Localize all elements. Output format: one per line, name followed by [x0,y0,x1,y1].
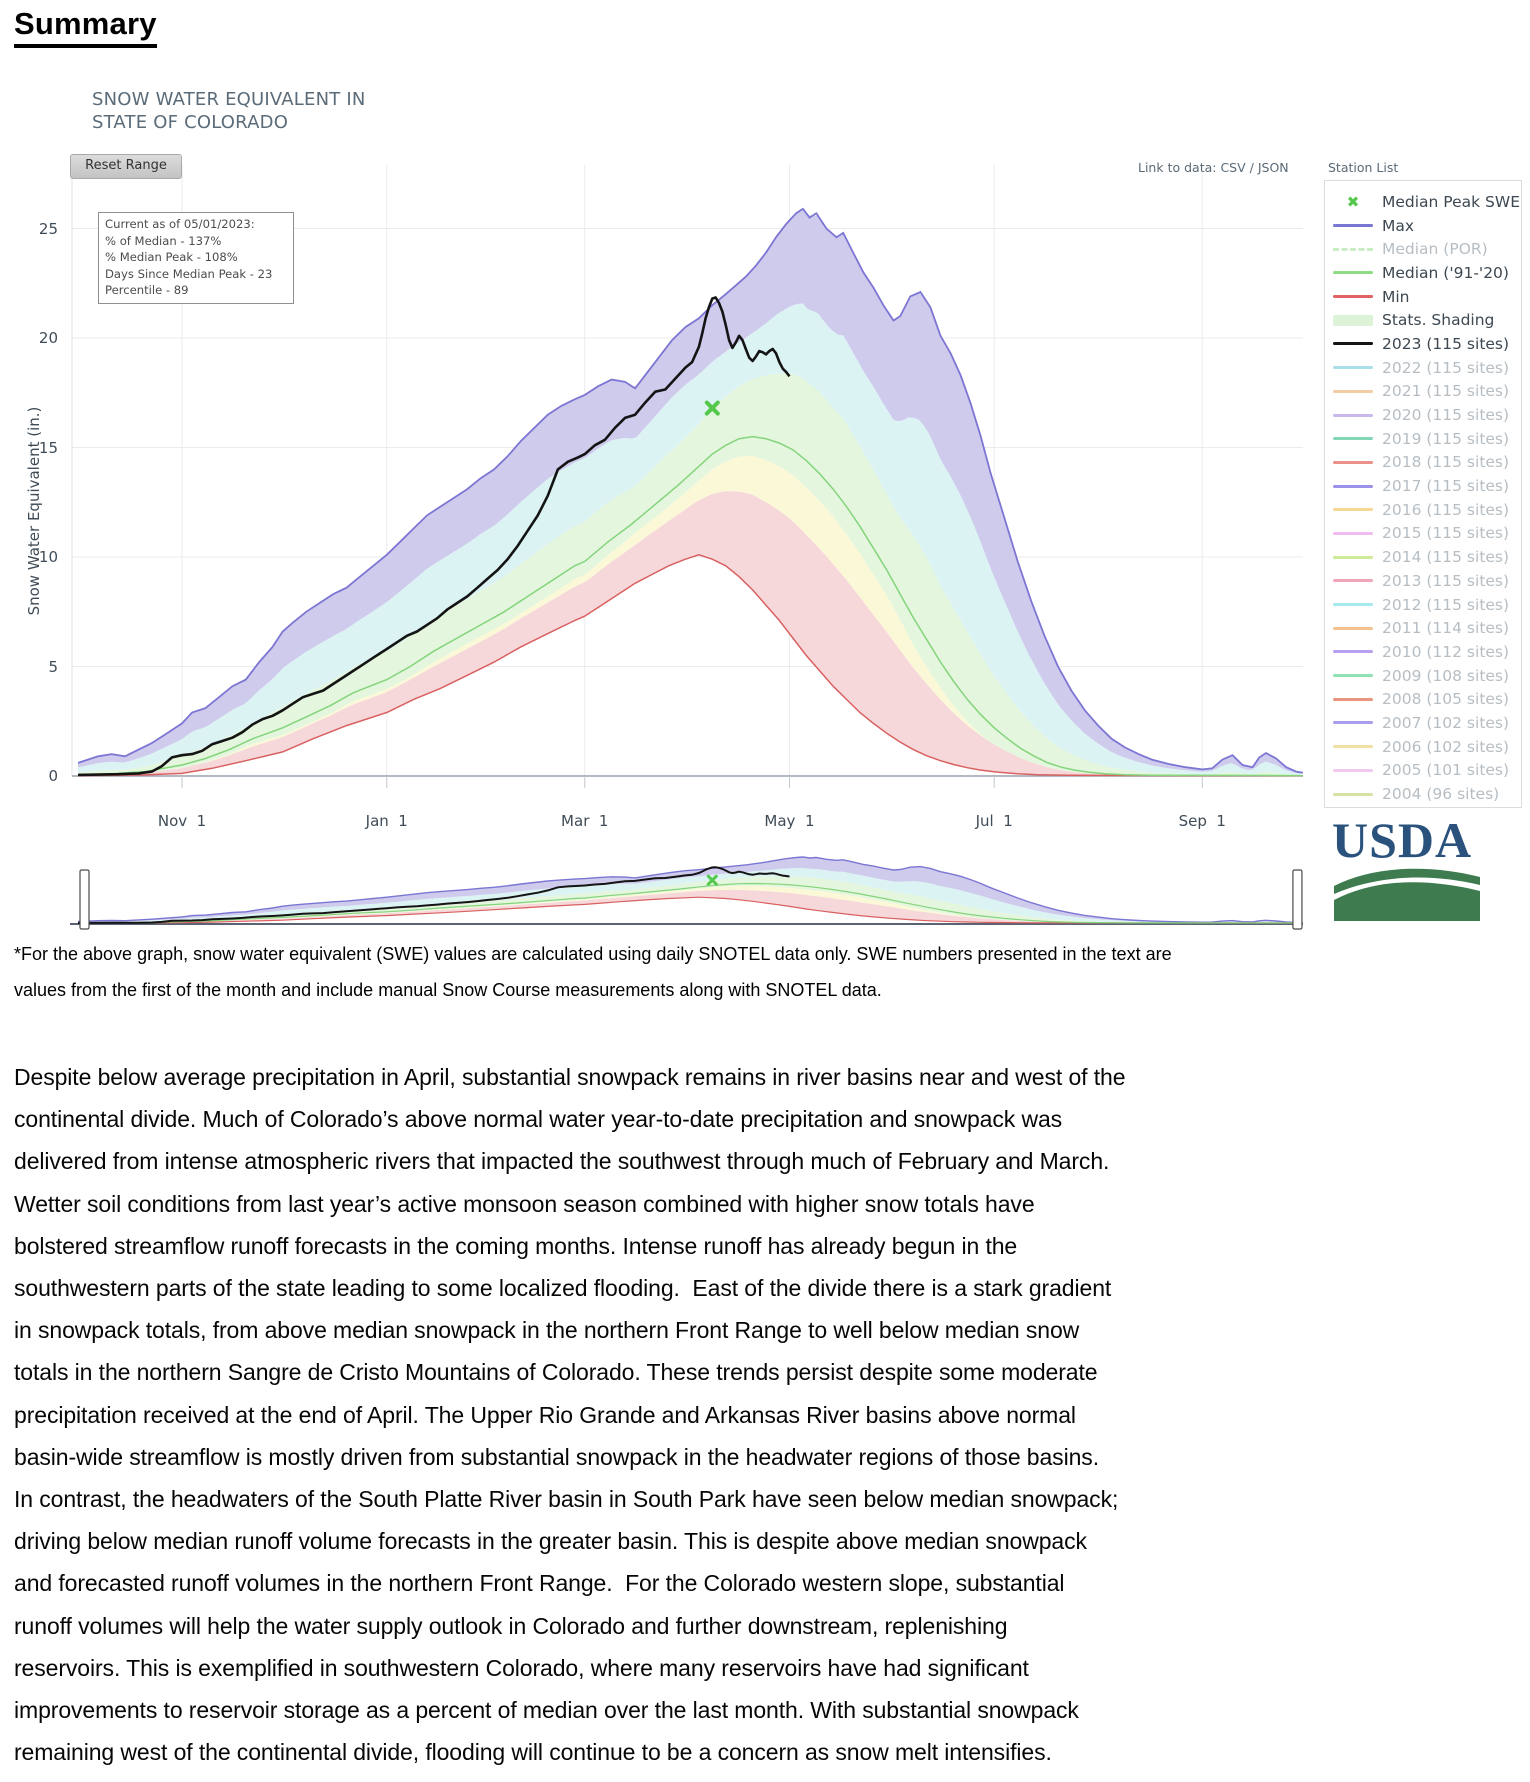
legend-item-label: 2022 (115 sites) [1382,358,1510,377]
legend-swatch-icon [1333,769,1373,772]
legend-item-2011-114-sites-[interactable] [1325,616,1521,640]
body-line: basin-wide streamflow is mostly driven from substantial snowpack in the headwater regions of those basins. [14,1443,1099,1470]
legend-swatch-icon [1333,366,1373,369]
legend-swatch-icon [1333,556,1373,559]
legend-swatch-icon [1333,674,1373,677]
y-axis-title: Snow Water Equivalent (in.) [25,406,43,616]
legend-swatch-icon [1333,508,1373,511]
body-line: bolstered streamflow runoff forecasts in the coming months. Intense runoff has already begun in the [14,1232,1018,1259]
legend-item-label: 2013 (115 sites) [1382,571,1510,590]
range-handle-right[interactable] [1293,870,1302,929]
legend-swatch-icon [1333,248,1373,251]
legend-item-2009-108-sites-[interactable] [1325,664,1521,688]
usda-logo [1332,812,1482,927]
y-tick-label: 5 [48,657,58,676]
y-tick-label: 0 [48,767,58,785]
legend-item-label: Median ('91-'20) [1382,263,1509,282]
legend-item-2019-115-sites-[interactable] [1325,427,1521,451]
legend-item-label: Max [1382,216,1415,235]
tooltip-line: Current as of 05/01/2023: [105,217,255,231]
reset-range-button[interactable]: Reset Range [70,154,182,179]
legend-swatch-icon [1333,698,1373,701]
body-line: in snowpack totals, from above median snowpack in the northern Front Range to well below median snow [14,1317,1080,1344]
legend-swatch-icon [1333,721,1373,724]
legend-swatch-icon [1333,603,1373,606]
body-line: delivered from intense atmospheric rivers that impacted the southwest through much of February and March. [14,1148,1110,1175]
legend-item-label: 2008 (105 sites) [1382,690,1510,709]
body-line: improvements to reservoir storage as a percent of median over the last month. With substantial snowpack [14,1697,1079,1724]
legend-item-label: 2005 (101 sites) [1382,761,1510,780]
legend-item-label: 2012 (115 sites) [1382,595,1510,614]
legend-item-label: 2004 (96 sites) [1382,785,1500,804]
legend-item-2021-115-sites-[interactable] [1325,380,1521,404]
median-peak-x-icon: ✖ [1346,192,1360,211]
legend-item-label: 2018 (115 sites) [1382,453,1510,472]
legend-swatch-icon [1333,295,1373,298]
footnote-line: *For the above graph, snow water equivalent (SWE) values are calculated using daily SNOTEL data only. SWE numbers presented in the text are [14,944,1172,964]
legend-item-stats-shading[interactable] [1325,308,1521,332]
usda-logo-text: USDA [1332,812,1473,868]
legend-item-min[interactable] [1325,285,1521,309]
chart-footnote [14,936,1172,1008]
x-tick-label: May 1 [764,812,815,830]
legend-item-label: 2017 (115 sites) [1382,477,1510,496]
legend-item-label: 2015 (115 sites) [1382,524,1510,543]
legend-item-label: 2023 (115 sites) [1382,334,1510,353]
range-handle-left[interactable] [80,870,89,929]
legend-item-max[interactable] [1325,214,1521,238]
x-tick-label: Sep 1 [1178,812,1226,830]
legend-swatch-icon [1333,485,1373,488]
legend-item-2018-115-sites-[interactable] [1325,451,1521,475]
legend-swatch-icon [1333,437,1373,440]
legend-item-2012-115-sites-[interactable] [1325,593,1521,617]
legend-item-label: 2010 (112 sites) [1382,642,1510,661]
tooltip-line: % Median Peak - 108% [105,250,238,265]
legend-item-2007-102-sites-[interactable] [1325,711,1521,735]
legend-swatch-icon [1333,793,1373,796]
body-line: southwestern parts of the state leading to some localized flooding. East of the divide there is a stark gradient [14,1275,1112,1302]
legend-item-label: 2019 (115 sites) [1382,429,1510,448]
legend-swatch-icon [1333,532,1373,535]
x-tick-label: Nov 1 [157,812,207,830]
tooltip-line: Days Since Median Peak - 23 [105,266,273,281]
legend-item-2015-115-sites-[interactable] [1325,522,1521,546]
body-line: driving below median runoff volume forecasts in the greater basin. This is despite above median snowpack [14,1528,1087,1555]
body-line: and forecasted runoff volumes in the northern Front Range. For the Colorado western slope, substantial [14,1570,1065,1597]
legend-item-label: 2009 (108 sites) [1382,666,1510,685]
x-tick-label: Jul 1 [975,812,1013,830]
legend-item-2013-115-sites-[interactable] [1325,569,1521,593]
legend-swatch-icon [1333,627,1373,630]
x-tick-label: Mar 1 [561,812,609,830]
legend-swatch-icon [1333,224,1373,227]
legend-item-2017-115-sites-[interactable] [1325,474,1521,498]
legend-item-median-peak-swe[interactable] [1325,190,1521,214]
legend-item-label: 2011 (114 sites) [1382,619,1510,638]
legend-item-median-por-[interactable] [1325,237,1521,261]
legend-item-label: Stats. Shading [1382,311,1495,330]
legend-item-2022-115-sites-[interactable] [1325,356,1521,380]
legend-swatch-icon [1333,650,1373,653]
body-line: remaining west of the continental divide, flooding will continue to be a concern as snow melt intensifies. [14,1739,1052,1766]
y-tick-label: 25 [38,219,58,238]
legend-item-label: Min [1382,287,1410,306]
legend-item-2014-115-sites-[interactable] [1325,545,1521,569]
station-list-label: Station List [1328,160,1399,175]
legend-item-2005-101-sites-[interactable] [1325,759,1521,783]
legend-swatch-icon [1333,414,1373,417]
y-tick-label: 20 [38,329,58,347]
link-to-data-label: Link to data: [1138,160,1221,175]
summary-body-text [14,1056,1125,1773]
legend-item-label: Median Peak SWE [1382,192,1520,211]
body-line: runoff volumes will help the water supply outlook in Colorado and further downstream, replenishing [14,1612,1008,1639]
json-link[interactable]: JSON [1257,160,1289,175]
legend-item-label: 2020 (115 sites) [1382,406,1510,425]
legend-swatch-icon [1333,745,1373,748]
body-line: In contrast, the headwaters of the South Platte River basin in South Park have seen below median snowpack; [14,1486,1119,1513]
body-line: reservoirs. This is exemplified in southwestern Colorado, where many reservoirs have had significant [14,1654,1029,1681]
body-line: totals in the northern Sangre de Cristo Mountains of Colorado. These trends persist despite some moderate [14,1359,1098,1386]
body-line: continental divide. Much of Colorado’s above normal water year-to-date precipitation and snowpack was [14,1106,1063,1133]
legend-item-2023-115-sites-[interactable] [1325,332,1521,356]
legend-item-2020-115-sites-[interactable] [1325,403,1521,427]
legend-item-2010-112-sites-[interactable] [1325,640,1521,664]
footnote-line: values from the first of the month and include manual Snow Course measurements along with SNOTEL data. [14,980,882,1000]
page-title: Summary [14,6,157,48]
legend-swatch-icon [1333,315,1373,326]
legend-item-label: 2007 (102 sites) [1382,713,1510,732]
chart-title: SNOW WATER EQUIVALENT IN STATE OF COLORADO [92,89,366,133]
legend-swatch-icon [1333,461,1373,464]
tooltip-line: % of Median - 137% [105,233,222,248]
legend-item-label: 2021 (115 sites) [1382,382,1510,401]
legend-swatch-icon [1333,579,1373,582]
x-tick-label: Jan 1 [365,812,408,830]
legend-item-median-91-20-[interactable] [1325,261,1521,285]
y-tick-label: 15 [38,438,58,457]
body-line: precipitation received at the end of April. The Upper Rio Grande and Arkansas River basins above normal [14,1401,1076,1428]
legend-item-2006-102-sites-[interactable] [1325,735,1521,759]
y-tick-label: 10 [38,548,58,566]
tooltip-line: Percentile - 89 [105,283,189,298]
legend-item-2016-115-sites-[interactable] [1325,498,1521,522]
body-line: Wetter soil conditions from last year’s active monsoon season combined with higher snow totals have [14,1190,1035,1217]
legend-swatch-icon [1333,271,1373,274]
link-separator: / [1245,160,1258,175]
current-swe-tooltip [98,212,294,304]
body-line: Despite below average precipitation in April, substantial snowpack remains in river basins near and west of the [14,1064,1126,1090]
legend-item-2008-105-sites-[interactable] [1325,687,1521,711]
link-to-data [1138,160,1289,175]
csv-link[interactable]: CSV [1220,160,1246,175]
legend-item-label: Median (POR) [1382,240,1488,259]
legend-swatch-icon [1333,342,1373,345]
legend-item-2004-96-sites-[interactable] [1325,782,1521,806]
legend-item-label: 2014 (115 sites) [1382,548,1510,567]
legend-swatch-icon [1333,390,1373,393]
legend-item-label: 2016 (115 sites) [1382,500,1510,519]
legend-item-label: 2006 (102 sites) [1382,737,1510,756]
usda-logo-field-icon [1332,864,1482,922]
legend [1324,180,1522,808]
